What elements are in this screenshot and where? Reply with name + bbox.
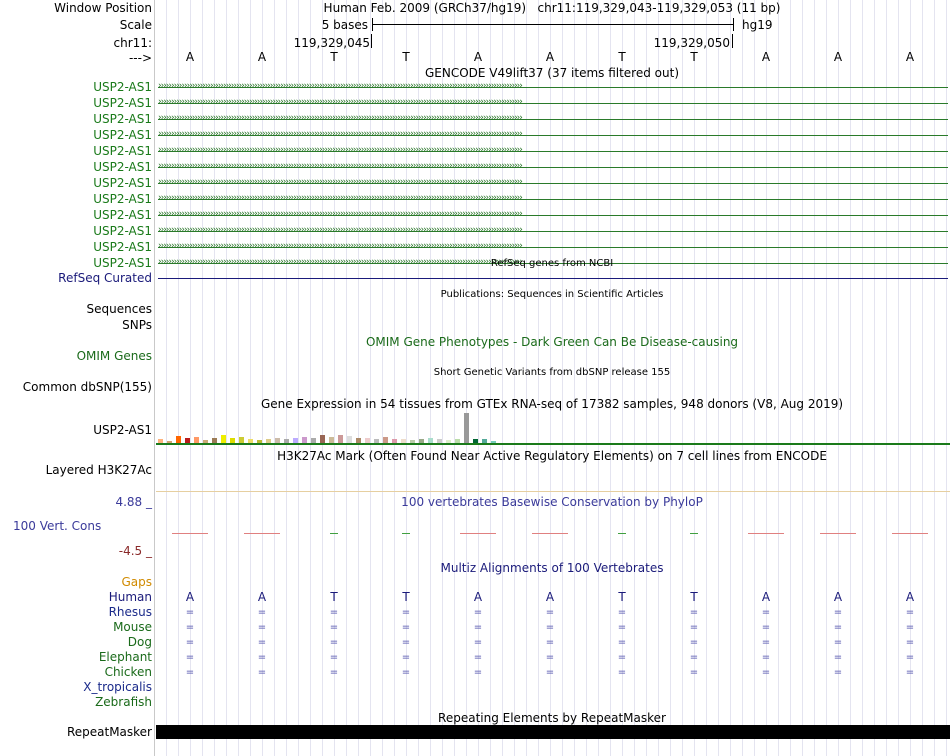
gencode-item-label[interactable]: USP2-AS1 <box>93 176 152 190</box>
base-letter: A <box>545 50 555 64</box>
alignment-match-mark: = <box>761 667 771 678</box>
species-label[interactable]: Elephant <box>98 650 152 664</box>
alignment-match-mark: = <box>617 637 627 648</box>
phylop-track-label[interactable]: 100 Vert. Cons <box>13 519 102 533</box>
alignment-match-mark: = <box>617 652 627 663</box>
alignment-match-mark: = <box>689 667 699 678</box>
h3k27ac-track-label[interactable]: Layered H3K27Ac <box>45 463 152 477</box>
h3k27ac-signal <box>156 491 950 492</box>
strand-arrows-icon: ›››››››››››››››››››››››››››››››››››››››››››››››››››››››››››››››››››››››››››››››››››››››››››››››››››››››››››››››››››››››››››››››››››››››››››› <box>158 114 522 123</box>
species-label[interactable]: Mouse <box>113 620 152 634</box>
alignment-match-mark: = <box>185 607 195 618</box>
phylop-value-mark <box>690 533 698 534</box>
alignment-match-mark: = <box>761 607 771 618</box>
publications-track-title[interactable]: Publications: Sequences in Scientific Articles <box>440 289 664 300</box>
human-base-letter: T <box>618 590 626 604</box>
human-base-letter: A <box>833 590 843 604</box>
gencode-track-title[interactable]: GENCODE V49lift37 (37 items filtered out) <box>424 66 680 80</box>
repeatmasker-track-label[interactable]: RepeatMasker <box>66 725 152 739</box>
phylop-value-mark <box>172 533 208 534</box>
alignment-match-mark: = <box>473 622 483 633</box>
alignment-match-mark: = <box>401 667 411 678</box>
scale-bar-right-tick <box>733 18 734 31</box>
gencode-item-label[interactable]: USP2-AS1 <box>93 128 152 142</box>
human-base-letter: T <box>402 590 410 604</box>
species-label[interactable]: Chicken <box>104 665 152 679</box>
alignment-match-mark: = <box>833 622 843 633</box>
ruler-tick-left <box>371 34 372 48</box>
strand-arrows-icon: ›››››››››››››››››››››››››››››››››››››››››››››››››››››››››››››››››››››››››››››››››››››››››››››››››››››››››››››››››››››››››››››››››››››››››››› <box>158 242 522 251</box>
gencode-item-label[interactable]: USP2-AS1 <box>93 80 152 94</box>
refseq-line[interactable] <box>158 278 948 279</box>
gencode-item-label[interactable]: USP2-AS1 <box>93 112 152 126</box>
species-label[interactable]: Zebrafish <box>95 695 152 709</box>
species-label[interactable]: X_tropicalis <box>83 680 152 694</box>
phylop-value-mark <box>820 533 856 534</box>
alignment-match-mark: = <box>545 622 555 633</box>
scale-label: Scale <box>119 18 152 32</box>
strand-arrows-icon: ›››››››››››››››››››››››››››››››››››››››››››››››››››››››››››››››››››››››››››››››››››››››››››››››››››››››››››››››››››››››››››››››››››››››››››› <box>158 146 522 155</box>
gencode-item-label[interactable]: USP2-AS1 <box>93 96 152 110</box>
gtex-tissue-bar[interactable] <box>338 435 343 443</box>
gencode-item-label[interactable]: USP2-AS1 <box>93 144 152 158</box>
browser-title: Human Feb. 2009 (GRCh37/hg19) chr11:119,329,043-119,329,053 (11 bp) <box>323 1 781 15</box>
strand-arrows-icon: ›››››››››››››››››››››››››››››››››››››››››››››››››››››››››››››››››››››››››››››››››››››››››››››››››››››››››››››››››››››››››››››››››››››››››››› <box>158 82 522 91</box>
gtex-tissue-bar[interactable] <box>464 413 469 443</box>
phylop-min-label: -4.5 _ <box>118 544 152 558</box>
phylop-value-mark <box>402 533 410 534</box>
strand-label: ---> <box>128 51 152 65</box>
gtex-tissue-bar[interactable] <box>221 435 226 443</box>
human-base-letter: A <box>545 590 555 604</box>
alignment-match-mark: = <box>545 667 555 678</box>
alignment-match-mark: = <box>185 622 195 633</box>
alignment-match-mark: = <box>761 622 771 633</box>
gaps-label[interactable]: Gaps <box>121 575 152 589</box>
base-letter: A <box>833 50 843 64</box>
gencode-item-label[interactable]: USP2-AS1 <box>93 224 152 238</box>
human-base-letter: A <box>905 590 915 604</box>
alignment-match-mark: = <box>545 637 555 648</box>
phylop-max-label: 4.88 _ <box>115 495 152 509</box>
alignment-match-mark: = <box>401 637 411 648</box>
alignment-match-mark: = <box>545 652 555 663</box>
alignment-match-mark: = <box>689 622 699 633</box>
gtex-track-label[interactable]: USP2-AS1 <box>93 423 152 437</box>
phylop-value-mark <box>244 533 280 534</box>
base-letter: A <box>257 50 267 64</box>
gtex-track-title[interactable]: Gene Expression in 54 tissues from GTEx RNA-seq of 17382 samples, 948 donors (V8, Aug 2019) <box>260 397 844 411</box>
strand-arrows-icon: ›››››››››››››››››››››››››››››››››››››››››››››››››››››››››››››››››››››››››››››››››››››››››››››››››››››››››››››››››››››››››››››››››››››››››››› <box>158 130 522 139</box>
human-row-label[interactable]: Human <box>108 590 152 604</box>
alignment-match-mark: = <box>905 607 915 618</box>
refseq-track-title[interactable]: RefSeq genes from NCBI <box>490 258 614 269</box>
base-letter: A <box>185 50 195 64</box>
alignment-match-mark: = <box>401 652 411 663</box>
strand-arrows-icon: ›››››››››››››››››››››››››››››››››››››››››››››››››››››››››››››››››››››››››››››››››››››››››››››››››››››››››››››››››››››››››››››››››››››››››››› <box>158 258 522 267</box>
phylop-track-title[interactable]: 100 vertebrates Basewise Conservation by PhyloP <box>401 495 703 509</box>
strand-arrows-icon: ›››››››››››››››››››››››››››››››››››››››››››››››››››››››››››››››››››››››››››››››››››››››››››››››››››››››››››››››››››››››››››››››››››››››››››› <box>158 178 522 187</box>
strand-arrows-icon: ›››››››››››››››››››››››››››››››››››››››››››››››››››››››››››››››››››››››››››››››››››››››››››››››››››››››››››››››››››››››››››››››››››››››››››› <box>158 226 522 235</box>
phylop-value-mark <box>892 533 928 534</box>
ruler-tick-right <box>732 34 733 48</box>
gencode-item-label[interactable]: USP2-AS1 <box>93 192 152 206</box>
human-base-letter: A <box>185 590 195 604</box>
base-letter: A <box>473 50 483 64</box>
ruler-pos-right: 119,329,050 <box>653 36 730 50</box>
sidebar-divider <box>154 0 155 756</box>
alignment-match-mark: = <box>833 637 843 648</box>
chrom-label: chr11: <box>113 36 152 50</box>
alignment-match-mark: = <box>329 607 339 618</box>
repeatmasker-block[interactable] <box>156 725 950 739</box>
human-base-letter: A <box>761 590 771 604</box>
alignment-match-mark: = <box>905 652 915 663</box>
strand-arrows-icon: ›››››››››››››››››››››››››››››››››››››››››››››››››››››››››››››››››››››››››››››››››››››››››››››››››››››››››››››››››››››››››››››››››››››››››››› <box>158 98 522 107</box>
alignment-match-mark: = <box>833 652 843 663</box>
human-base-letter: A <box>257 590 267 604</box>
alignment-match-mark: = <box>473 652 483 663</box>
alignment-match-mark: = <box>689 607 699 618</box>
alignment-match-mark: = <box>185 667 195 678</box>
strand-arrows-icon: ›››››››››››››››››››››››››››››››››››››››››››››››››››››››››››››››››››››››››››››››››››››››››››››››››››››››››››››››››››››››››››››››››››››››››››› <box>158 194 522 203</box>
alignment-match-mark: = <box>473 637 483 648</box>
publications-label-sequences[interactable]: Sequences <box>86 302 152 316</box>
base-letter: T <box>618 50 626 64</box>
base-letter: T <box>402 50 410 64</box>
human-base-letter: A <box>473 590 483 604</box>
alignment-match-mark: = <box>329 667 339 678</box>
alignment-match-mark: = <box>545 607 555 618</box>
phylop-value-mark <box>330 533 338 534</box>
alignment-match-mark: = <box>617 622 627 633</box>
strand-arrows-icon: ›››››››››››››››››››››››››››››››››››››››››››››››››››››››››››››››››››››››››››››››››››››››››››››››››››››››››››››››››››››››››››››››››››››››››››› <box>158 162 522 171</box>
alignment-match-mark: = <box>617 607 627 618</box>
alignment-match-mark: = <box>617 667 627 678</box>
omim-track-title[interactable]: OMIM Gene Phenotypes - Dark Green Can Be Disease-causing <box>365 335 739 349</box>
alignment-match-mark: = <box>257 607 267 618</box>
species-label[interactable]: Dog <box>127 635 152 649</box>
alignment-match-mark: = <box>905 637 915 648</box>
alignment-match-mark: = <box>473 667 483 678</box>
species-label[interactable]: Rhesus <box>108 605 152 619</box>
alignment-match-mark: = <box>329 622 339 633</box>
gtex-bar-chart[interactable] <box>156 412 556 443</box>
gencode-item-label[interactable]: USP2-AS1 <box>93 240 152 254</box>
alignment-match-mark: = <box>401 607 411 618</box>
human-base-letter: T <box>690 590 698 604</box>
gtex-baseline <box>156 443 950 445</box>
alignment-match-mark: = <box>689 652 699 663</box>
gtex-tissue-bar[interactable] <box>320 435 325 443</box>
base-letter: A <box>761 50 771 64</box>
alignment-match-mark: = <box>257 667 267 678</box>
window-position-label: Window Position <box>54 1 152 15</box>
alignment-match-mark: = <box>905 667 915 678</box>
dbsnp-track-label[interactable]: Common dbSNP(155) <box>22 380 152 394</box>
h3k27ac-track-title[interactable]: H3K27Ac Mark (Often Found Near Active Regulatory Elements) on 7 cell lines from ENCODE <box>277 449 827 463</box>
multiz-track-title[interactable]: Multiz Alignments of 100 Vertebrates <box>440 561 664 575</box>
gtex-tissue-bar[interactable] <box>176 436 181 443</box>
gtex-tissue-bar[interactable] <box>347 436 352 443</box>
alignment-match-mark: = <box>185 637 195 648</box>
alignment-match-mark: = <box>689 637 699 648</box>
alignment-match-mark: = <box>905 622 915 633</box>
alignment-match-mark: = <box>257 622 267 633</box>
alignment-match-mark: = <box>833 667 843 678</box>
alignment-match-mark: = <box>329 652 339 663</box>
ruler-pos-left: 119,329,045 <box>293 36 370 50</box>
gencode-item-label[interactable]: USP2-AS1 <box>93 256 152 270</box>
dbsnp-track-title[interactable]: Short Genetic Variants from dbSNP release 155 <box>433 367 671 378</box>
base-letter: T <box>690 50 698 64</box>
gencode-item-label[interactable]: USP2-AS1 <box>93 160 152 174</box>
scale-bar <box>372 24 733 25</box>
base-letter: T <box>330 50 338 64</box>
gencode-item-label[interactable]: USP2-AS1 <box>93 208 152 222</box>
human-base-letter: T <box>330 590 338 604</box>
base-letter: A <box>905 50 915 64</box>
strand-arrows-icon: ›››››››››››››››››››››››››››››››››››››››››››››››››››››››››››››››››››››››››››››››››››››››››››››››››››››››››››››››››››››››››››››››››››››››››››› <box>158 210 522 219</box>
phylop-value-mark <box>460 533 496 534</box>
alignment-match-mark: = <box>257 652 267 663</box>
alignment-match-mark: = <box>833 607 843 618</box>
alignment-match-mark: = <box>401 622 411 633</box>
alignment-match-mark: = <box>761 637 771 648</box>
phylop-value-mark <box>618 533 626 534</box>
alignment-match-mark: = <box>257 637 267 648</box>
assembly-label: hg19 <box>742 18 773 32</box>
repeatmasker-track-title[interactable]: Repeating Elements by RepeatMasker <box>438 711 666 725</box>
scale-bar-left-tick <box>372 18 373 31</box>
omim-track-label[interactable]: OMIM Genes <box>76 349 152 363</box>
alignment-match-mark: = <box>473 607 483 618</box>
alignment-match-mark: = <box>185 652 195 663</box>
publications-label-snps[interactable]: SNPs <box>122 318 152 332</box>
phylop-value-mark <box>748 533 784 534</box>
alignment-match-mark: = <box>329 637 339 648</box>
alignment-match-mark: = <box>761 652 771 663</box>
scale-text: 5 bases <box>321 18 368 32</box>
phylop-value-mark <box>532 533 568 534</box>
refseq-track-label[interactable]: RefSeq Curated <box>58 271 152 285</box>
